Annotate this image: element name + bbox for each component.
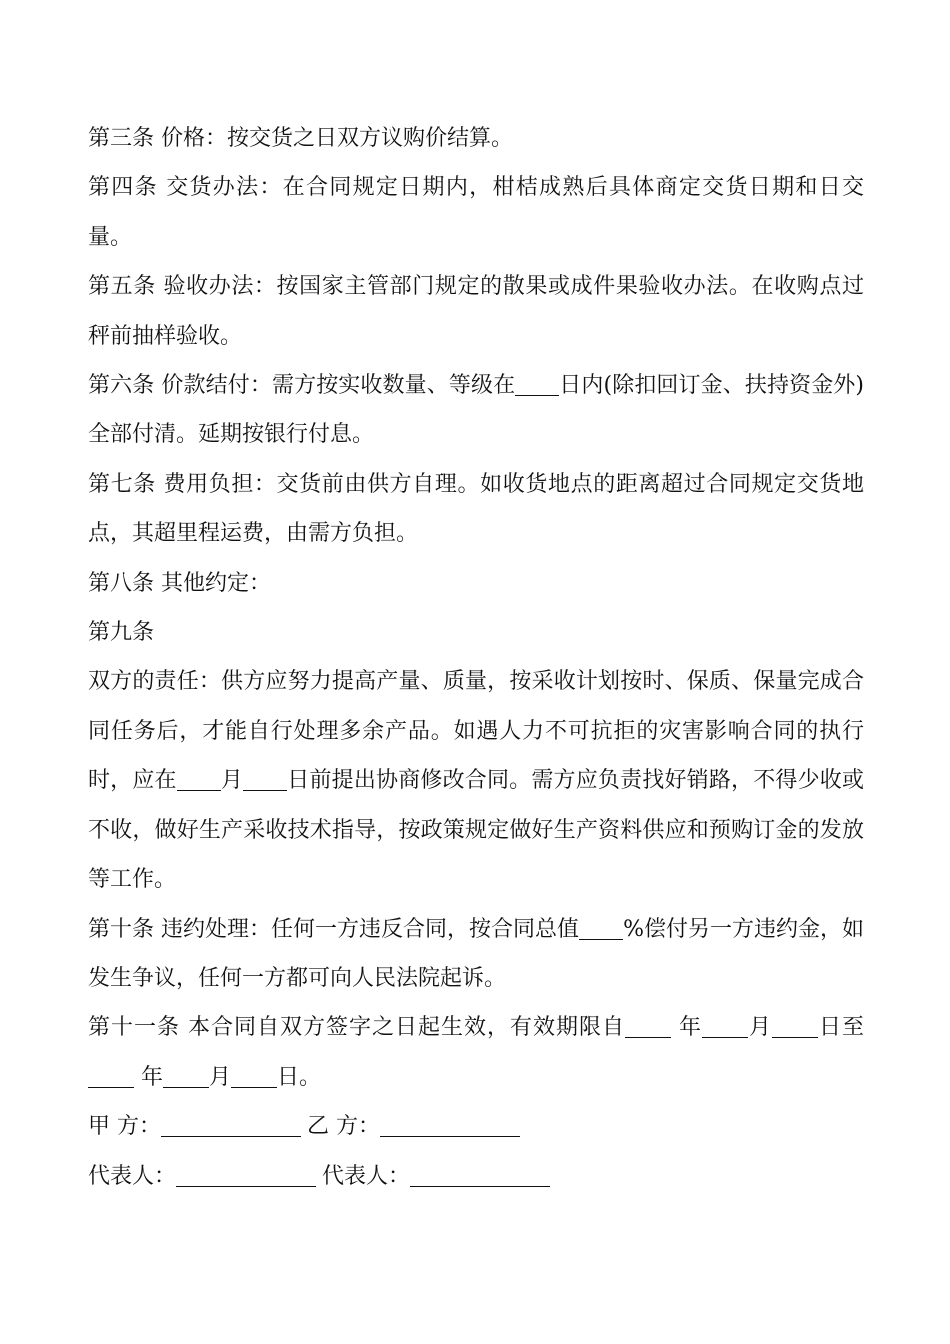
party-b-blank[interactable] bbox=[380, 1112, 520, 1137]
article-11-text-3: 月 bbox=[747, 1015, 772, 1041]
rep-a-label: 代表人： bbox=[88, 1163, 177, 1189]
representative-signature-row bbox=[88, 1152, 864, 1201]
end-month-blank[interactable] bbox=[163, 1063, 209, 1088]
percent-blank[interactable] bbox=[579, 915, 623, 940]
article-11-text-4: 日至 bbox=[817, 1015, 864, 1041]
duties-text-2: 月 bbox=[220, 768, 244, 794]
article-9 bbox=[88, 608, 864, 657]
month-blank[interactable] bbox=[177, 766, 221, 791]
day-blank[interactable] bbox=[243, 766, 287, 791]
end-day-blank[interactable] bbox=[231, 1063, 277, 1088]
article-11 bbox=[88, 1003, 864, 1102]
article-6-text-1: 第六条 价款结付：需方按实收数量、等级在 bbox=[88, 373, 516, 399]
article-7-text: 第七条 费用负担：交货前由供方自理。如收货地点的距离超过合同规定交货地点，其超里程运费，由需方负担。 bbox=[88, 471, 864, 547]
party-a-blank[interactable] bbox=[161, 1112, 301, 1137]
end-year-blank[interactable] bbox=[88, 1063, 134, 1088]
party-b-label: 乙 方： bbox=[307, 1114, 380, 1140]
article-10-text-1: 第十条 违约处理：任何一方违反合同，按合同总值 bbox=[88, 916, 580, 942]
rep-b-blank[interactable] bbox=[410, 1162, 550, 1187]
article-11-text-1: 第十一条 本合同自双方签字之日起生效，有效期限自 bbox=[88, 1015, 625, 1041]
duties-paragraph bbox=[88, 657, 864, 904]
party-signature-row bbox=[88, 1102, 864, 1151]
article-5-text: 第五条 验收办法：按国家主管部门规定的散果或成件果验收办法。在收购点过秤前抽样验收。 bbox=[88, 274, 864, 349]
article-8 bbox=[88, 559, 864, 608]
days-blank[interactable] bbox=[515, 371, 559, 396]
article-3-text: 第三条 价格：按交货之日双方议购价结算。 bbox=[88, 126, 513, 151]
article-3 bbox=[88, 114, 864, 163]
article-10-text-2: %偿付另一方违约金，如发生争议，任何一方都可向人民法院起诉。 bbox=[88, 916, 864, 991]
start-month-blank[interactable] bbox=[702, 1013, 748, 1038]
rep-a-blank[interactable] bbox=[176, 1162, 316, 1187]
article-11-text-5: 年 bbox=[134, 1064, 163, 1090]
article-10 bbox=[88, 905, 864, 1004]
rep-b-label: 代表人： bbox=[322, 1163, 411, 1189]
article-11-text-2: 年 bbox=[670, 1015, 702, 1041]
article-6-text-2: 日内(除扣回订金、扶持资金外)全部付清。延期按银行付息。 bbox=[88, 373, 864, 448]
article-11-text-6: 月 bbox=[209, 1064, 232, 1090]
contract-body bbox=[88, 114, 864, 1201]
start-year-blank[interactable] bbox=[625, 1013, 671, 1038]
article-8-text: 第八条 其他约定： bbox=[88, 570, 271, 596]
article-4-text: 第四条 交货办法：在合同规定日期内，柑桔成熟后具体商定交货日期和日交量。 bbox=[88, 175, 864, 250]
article-4 bbox=[88, 163, 864, 262]
article-9-text: 第九条 bbox=[88, 620, 155, 646]
duties-text-3: 日前提出协商修改合同。需方应负责找好销路，不得少收或不收，做好生产采收技术指导，按政策规定做好生产资料供应和预购订金的发放等工作。 bbox=[88, 768, 864, 893]
party-a-label: 甲 方： bbox=[88, 1114, 161, 1140]
duties-text-1: 双方的责任：供方应努力提高产量、质量，按采收计划按时、保质、保量完成合同任务后，才能自行处理多余产品。如遇人力不可抗拒的灾害影响合同的执行时，应在 bbox=[88, 669, 864, 794]
article-6 bbox=[88, 361, 864, 460]
article-5 bbox=[88, 262, 864, 361]
article-11-text-7: 日。 bbox=[277, 1064, 322, 1090]
start-day-blank[interactable] bbox=[772, 1013, 818, 1038]
article-7 bbox=[88, 460, 864, 559]
